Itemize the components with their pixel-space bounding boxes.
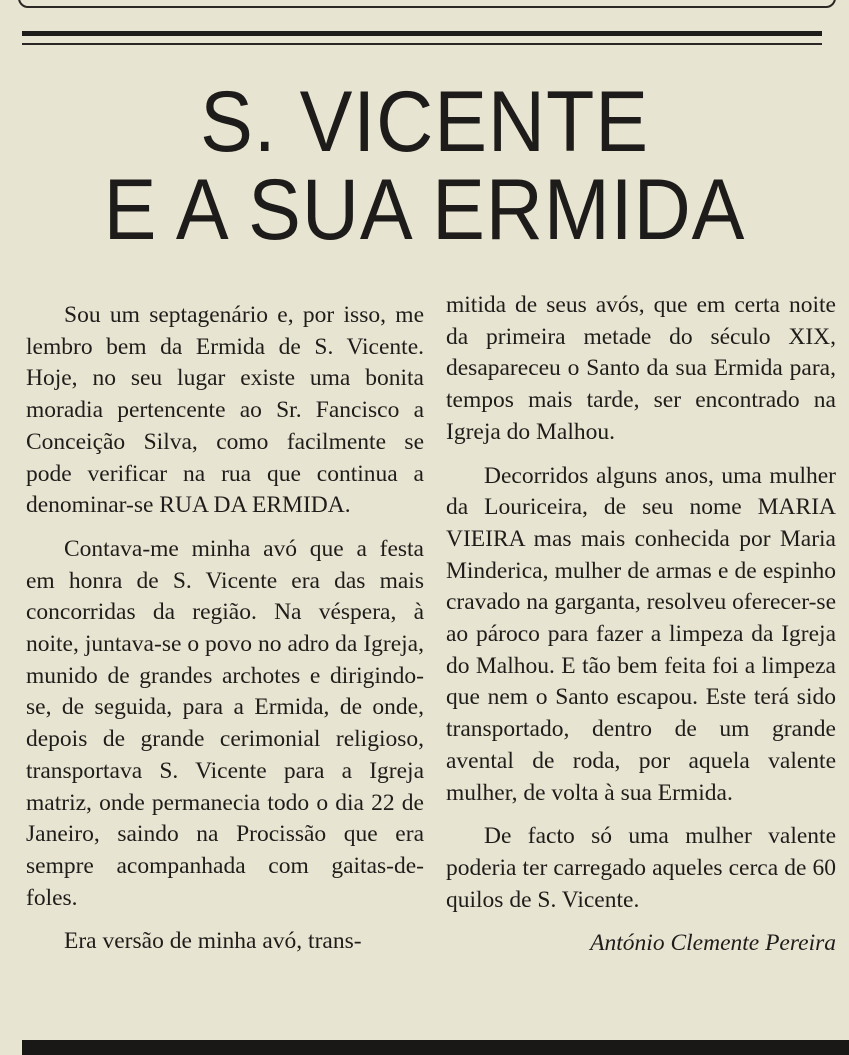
headline-line-1: S. VICENTE <box>200 74 649 170</box>
article-headline <box>34 74 815 258</box>
paragraph: Era versão de minha avó, trans- <box>64 928 362 955</box>
paragraph: Decorridos alguns anos, uma mulher da Louriceira, de seu nome MARIA VIEIRA mas mais conhecida por Maria Minderica, mulher de armas e de espinho cravado na garganta, resolveu oferecer-se ao pároco para fazer a limpeza da Igreja do Malhou. E tão bem feita foi a limpeza que nem o Santo escapou. Este terá sido transportado, dentro de um grande avental de roda, por aquela valente mulher, de volta à sua Ermida. <box>446 462 836 806</box>
headline-line-2: E A SUA ERMIDA <box>103 162 746 258</box>
top-frame-border <box>18 0 836 8</box>
left-column <box>26 300 424 970</box>
paragraph: De facto só uma mulher valente poderia ter carregado aqueles cerca de 60 quilos de S. Vicente. <box>446 823 836 913</box>
paragraph: Sou um septagenário e, por isso, me lembro bem da Ermida de S. Vicente. Hoje, no seu lugar existe uma bonita moradia pertencente ao Sr. Fancisco a Conceição Silva, como facilmente se pode verificar na rua que continua a denominar-se RUA DA ERMIDA. <box>26 302 424 519</box>
right-column <box>446 290 836 960</box>
paragraph: Contava-me minha avó que a festa em honra de S. Vicente era das mais concorridas da região. Na véspera, à noite, juntava-se o povo no adro da Igreja, munido de grandes archotes e dirigindo-se, de seguida, para a Ermida, de onde, depois de grande cerimonial religioso, transportava S. Vicente para a Igreja matriz, onde permanecia todo o dia 22 de Janeiro, saindo na Procissão que era sempre acompanhada com gaitas-de-foles. <box>26 535 424 911</box>
top-rule-thin <box>22 43 822 45</box>
paragraph: mitida de seus avós, que em certa noite da primeira metade do século XIX, desapareceu o Santo da sua Ermida para, tempos mais tarde, ser encontrado na Igreja do Malhou. <box>446 292 836 445</box>
bottom-rule <box>22 1040 849 1055</box>
author-signature: António Clemente Pereira <box>590 930 836 957</box>
top-rule <box>22 31 822 36</box>
